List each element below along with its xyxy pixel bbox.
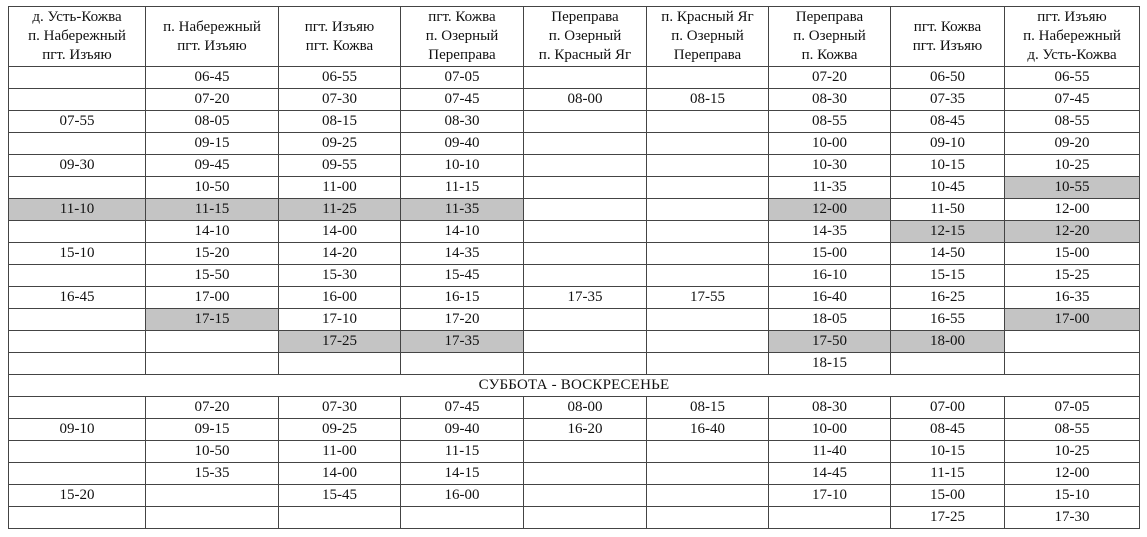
time-cell: 14-20 <box>279 243 401 265</box>
time-cell: 17-55 <box>647 287 769 309</box>
time-cell: 07-45 <box>1005 89 1140 111</box>
time-cell: 07-05 <box>1005 397 1140 419</box>
time-cell: 09-15 <box>146 419 279 441</box>
column-header-line: п. Озерный <box>671 28 744 44</box>
weekday-row <box>9 221 1140 243</box>
time-cell: 18-00 <box>891 331 1005 353</box>
column-header-line: пгт. Кожва <box>913 18 982 35</box>
time-cell: 10-00 <box>769 419 891 441</box>
time-cell <box>647 199 769 221</box>
time-cell <box>9 331 146 353</box>
time-cell <box>647 133 769 155</box>
time-cell: 08-00 <box>524 89 647 111</box>
time-cell: 17-30 <box>1005 507 1140 529</box>
time-cell: 15-35 <box>146 463 279 485</box>
time-cell: 12-00 <box>1005 463 1140 485</box>
column-header-6 <box>647 7 769 67</box>
time-cell: 09-10 <box>9 419 146 441</box>
time-cell <box>9 463 146 485</box>
time-cell: 09-10 <box>891 133 1005 155</box>
time-cell: 08-30 <box>401 111 524 133</box>
time-cell <box>524 441 647 463</box>
time-cell <box>647 111 769 133</box>
time-cell: 08-55 <box>769 111 891 133</box>
time-cell: 08-45 <box>891 111 1005 133</box>
weekend-row <box>9 463 1140 485</box>
time-cell <box>769 507 891 529</box>
time-cell: 16-40 <box>647 419 769 441</box>
time-cell <box>647 155 769 177</box>
time-cell <box>9 441 146 463</box>
column-header-line: п. Озерный <box>425 28 499 44</box>
weekday-row <box>9 243 1140 265</box>
time-cell: 11-40 <box>769 441 891 463</box>
column-header-4 <box>401 7 524 67</box>
column-header-7 <box>769 7 891 67</box>
time-cell: 15-50 <box>146 265 279 287</box>
time-cell: 17-50 <box>769 331 891 353</box>
column-header-1 <box>9 7 146 67</box>
time-cell: 15-15 <box>891 265 1005 287</box>
column-header-line: д. Усть-Кожва <box>32 9 122 25</box>
time-cell <box>9 353 146 375</box>
time-cell: 11-50 <box>891 199 1005 221</box>
time-cell: 09-20 <box>1005 133 1140 155</box>
weekday-row <box>9 265 1140 287</box>
time-cell: 08-55 <box>1005 111 1140 133</box>
time-cell <box>401 353 524 375</box>
time-cell: 15-45 <box>279 485 401 507</box>
time-cell: 07-20 <box>769 67 891 89</box>
time-cell: 11-15 <box>401 177 524 199</box>
column-header-8 <box>891 7 1005 67</box>
time-cell: 14-10 <box>146 221 279 243</box>
time-cell <box>146 331 279 353</box>
time-cell: 16-25 <box>891 287 1005 309</box>
time-cell: 15-10 <box>9 243 146 265</box>
time-cell <box>524 507 647 529</box>
column-header-line: пгт. Изъяю <box>912 37 983 54</box>
time-cell: 15-25 <box>1005 265 1140 287</box>
time-cell <box>524 309 647 331</box>
weekend-row <box>9 485 1140 507</box>
time-cell: 16-20 <box>524 419 647 441</box>
time-cell: 09-15 <box>146 133 279 155</box>
weekend-row <box>9 397 1140 419</box>
time-cell <box>647 265 769 287</box>
time-cell: 17-00 <box>1005 309 1140 331</box>
time-cell: 06-55 <box>1005 67 1140 89</box>
time-cell: 06-55 <box>279 67 401 89</box>
time-cell <box>647 177 769 199</box>
time-cell <box>524 221 647 243</box>
time-cell: 09-40 <box>401 133 524 155</box>
time-cell: 10-30 <box>769 155 891 177</box>
time-cell <box>9 309 146 331</box>
time-cell <box>524 353 647 375</box>
time-cell <box>9 507 146 529</box>
weekday-row <box>9 331 1140 353</box>
time-cell <box>524 67 647 89</box>
time-cell: 07-20 <box>146 89 279 111</box>
weekday-row <box>9 67 1140 89</box>
header-row <box>9 7 1140 67</box>
time-cell <box>279 353 401 375</box>
time-cell: 16-15 <box>401 287 524 309</box>
weekday-row <box>9 309 1140 331</box>
time-cell: 15-00 <box>1005 243 1140 265</box>
time-cell: 08-55 <box>1005 419 1140 441</box>
time-cell: 17-35 <box>401 331 524 353</box>
time-cell <box>524 155 647 177</box>
time-cell: 14-00 <box>279 463 401 485</box>
time-cell: 15-00 <box>769 243 891 265</box>
time-cell <box>9 133 146 155</box>
weekday-row <box>9 177 1140 199</box>
time-cell <box>9 265 146 287</box>
time-cell <box>647 309 769 331</box>
time-cell <box>146 353 279 375</box>
time-cell <box>891 353 1005 375</box>
time-cell: 08-30 <box>769 89 891 111</box>
time-cell: 10-25 <box>1005 441 1140 463</box>
time-cell: 10-10 <box>401 155 524 177</box>
time-cell <box>647 441 769 463</box>
column-header-line: Переправа <box>428 47 496 63</box>
time-cell <box>9 177 146 199</box>
time-cell: 15-10 <box>1005 485 1140 507</box>
weekend-row <box>9 441 1140 463</box>
time-cell: 14-45 <box>769 463 891 485</box>
time-cell: 16-00 <box>401 485 524 507</box>
column-header-line: Переправа <box>795 9 864 25</box>
time-cell: 07-55 <box>9 111 146 133</box>
time-cell <box>524 111 647 133</box>
time-cell: 10-45 <box>891 177 1005 199</box>
time-cell: 15-45 <box>401 265 524 287</box>
time-cell: 08-15 <box>647 89 769 111</box>
time-cell: 10-15 <box>891 441 1005 463</box>
time-cell: 14-15 <box>401 463 524 485</box>
time-cell: 08-30 <box>769 397 891 419</box>
weekday-row <box>9 111 1140 133</box>
time-cell: 07-05 <box>401 67 524 89</box>
time-cell: 14-10 <box>401 221 524 243</box>
time-cell: 06-45 <box>146 67 279 89</box>
time-cell: 08-15 <box>279 111 401 133</box>
time-cell: 09-45 <box>146 155 279 177</box>
time-cell: 15-00 <box>891 485 1005 507</box>
time-cell: 07-45 <box>401 397 524 419</box>
column-header-line: пгт. Кожва <box>305 37 374 54</box>
time-cell: 11-35 <box>401 199 524 221</box>
time-cell: 16-45 <box>9 287 146 309</box>
weekday-row <box>9 199 1140 221</box>
time-cell: 12-00 <box>769 199 891 221</box>
column-header-line: п. Красный Яг <box>538 47 632 63</box>
weekend-title-row <box>9 375 1140 397</box>
time-cell <box>647 243 769 265</box>
time-cell: 07-00 <box>891 397 1005 419</box>
column-header-3 <box>279 7 401 67</box>
column-header-line: п. Красный Яг <box>661 9 754 25</box>
weekday-row <box>9 353 1140 375</box>
time-cell: 11-00 <box>279 441 401 463</box>
time-cell: 17-35 <box>524 287 647 309</box>
weekday-row <box>9 155 1140 177</box>
weekday-row <box>9 133 1140 155</box>
weekend-section-title: СУББОТА - ВОСКРЕСЕНЬЕ <box>9 375 1140 397</box>
time-cell: 09-25 <box>279 419 401 441</box>
time-cell: 17-25 <box>279 331 401 353</box>
column-header-line: п. Набережный <box>163 18 261 35</box>
time-cell <box>524 243 647 265</box>
column-header-line: пгт. Изъяю <box>304 18 375 35</box>
time-cell <box>279 507 401 529</box>
weekday-row <box>9 89 1140 111</box>
time-cell: 17-10 <box>769 485 891 507</box>
column-header-line: п. Набережный <box>1023 28 1121 44</box>
time-cell <box>9 89 146 111</box>
time-cell: 11-15 <box>146 199 279 221</box>
time-cell <box>524 463 647 485</box>
time-cell: 12-20 <box>1005 221 1140 243</box>
time-cell: 10-55 <box>1005 177 1140 199</box>
time-cell: 08-00 <box>524 397 647 419</box>
time-cell <box>9 397 146 419</box>
column-header-5 <box>524 7 647 67</box>
time-cell: 11-35 <box>769 177 891 199</box>
time-cell: 17-10 <box>279 309 401 331</box>
weekday-row <box>9 287 1140 309</box>
time-cell: 10-15 <box>891 155 1005 177</box>
time-cell: 12-00 <box>1005 199 1140 221</box>
time-cell: 17-25 <box>891 507 1005 529</box>
column-header-line: Переправа <box>551 9 619 25</box>
time-cell <box>647 353 769 375</box>
time-cell: 11-25 <box>279 199 401 221</box>
time-cell: 09-40 <box>401 419 524 441</box>
time-cell: 17-20 <box>401 309 524 331</box>
weekday-schedule <box>9 67 1140 375</box>
time-cell: 16-55 <box>891 309 1005 331</box>
column-header-line: п. Кожва <box>801 47 858 63</box>
time-cell <box>524 265 647 287</box>
time-cell <box>647 507 769 529</box>
column-header-line: п. Озерный <box>548 28 622 44</box>
column-header-line: пгт. Кожва <box>428 9 496 25</box>
time-cell: 16-40 <box>769 287 891 309</box>
time-cell <box>647 67 769 89</box>
time-cell: 07-30 <box>279 397 401 419</box>
time-cell: 06-50 <box>891 67 1005 89</box>
time-cell: 17-00 <box>146 287 279 309</box>
time-cell: 11-10 <box>9 199 146 221</box>
column-header-line: пгт. Изъяю <box>1037 9 1107 25</box>
time-cell: 16-00 <box>279 287 401 309</box>
column-header-2 <box>146 7 279 67</box>
time-cell <box>524 133 647 155</box>
time-cell: 07-35 <box>891 89 1005 111</box>
time-cell: 07-30 <box>279 89 401 111</box>
time-cell: 18-05 <box>769 309 891 331</box>
time-cell: 16-35 <box>1005 287 1140 309</box>
time-cell <box>647 331 769 353</box>
bus-schedule-table <box>8 6 1140 529</box>
time-cell: 09-30 <box>9 155 146 177</box>
time-cell <box>1005 353 1140 375</box>
column-header-line: пгт. Изъяю <box>42 47 112 63</box>
time-cell: 11-00 <box>279 177 401 199</box>
time-cell <box>524 199 647 221</box>
time-cell <box>146 485 279 507</box>
time-cell: 14-50 <box>891 243 1005 265</box>
weekend-row <box>9 419 1140 441</box>
time-cell: 11-15 <box>401 441 524 463</box>
time-cell <box>146 507 279 529</box>
time-cell: 10-00 <box>769 133 891 155</box>
time-cell: 16-10 <box>769 265 891 287</box>
time-cell: 10-25 <box>1005 155 1140 177</box>
time-cell: 14-35 <box>401 243 524 265</box>
time-cell: 07-45 <box>401 89 524 111</box>
time-cell: 14-35 <box>769 221 891 243</box>
column-header-line: п. Набережный <box>28 28 126 44</box>
column-header-line: д. Усть-Кожва <box>1027 47 1117 63</box>
time-cell <box>524 177 647 199</box>
time-cell: 15-30 <box>279 265 401 287</box>
column-header-9 <box>1005 7 1140 67</box>
time-cell: 12-15 <box>891 221 1005 243</box>
time-cell: 08-45 <box>891 419 1005 441</box>
time-cell <box>524 485 647 507</box>
weekend-schedule <box>9 397 1140 529</box>
time-cell <box>647 485 769 507</box>
column-header-line: п. Озерный <box>793 28 866 44</box>
time-cell <box>524 331 647 353</box>
time-cell: 11-15 <box>891 463 1005 485</box>
time-cell: 07-20 <box>146 397 279 419</box>
weekend-row <box>9 507 1140 529</box>
time-cell: 09-25 <box>279 133 401 155</box>
column-header-line: пгт. Изъяю <box>177 37 247 54</box>
time-cell <box>401 507 524 529</box>
time-cell: 15-20 <box>146 243 279 265</box>
time-cell <box>9 67 146 89</box>
time-cell: 10-50 <box>146 441 279 463</box>
time-cell: 08-15 <box>647 397 769 419</box>
time-cell: 17-15 <box>146 309 279 331</box>
time-cell: 15-20 <box>9 485 146 507</box>
time-cell <box>647 463 769 485</box>
time-cell <box>647 221 769 243</box>
time-cell: 14-00 <box>279 221 401 243</box>
time-cell: 10-50 <box>146 177 279 199</box>
time-cell: 09-55 <box>279 155 401 177</box>
column-header-line: Переправа <box>673 47 742 63</box>
time-cell: 08-05 <box>146 111 279 133</box>
time-cell <box>9 221 146 243</box>
time-cell <box>1005 331 1140 353</box>
time-cell: 18-15 <box>769 353 891 375</box>
